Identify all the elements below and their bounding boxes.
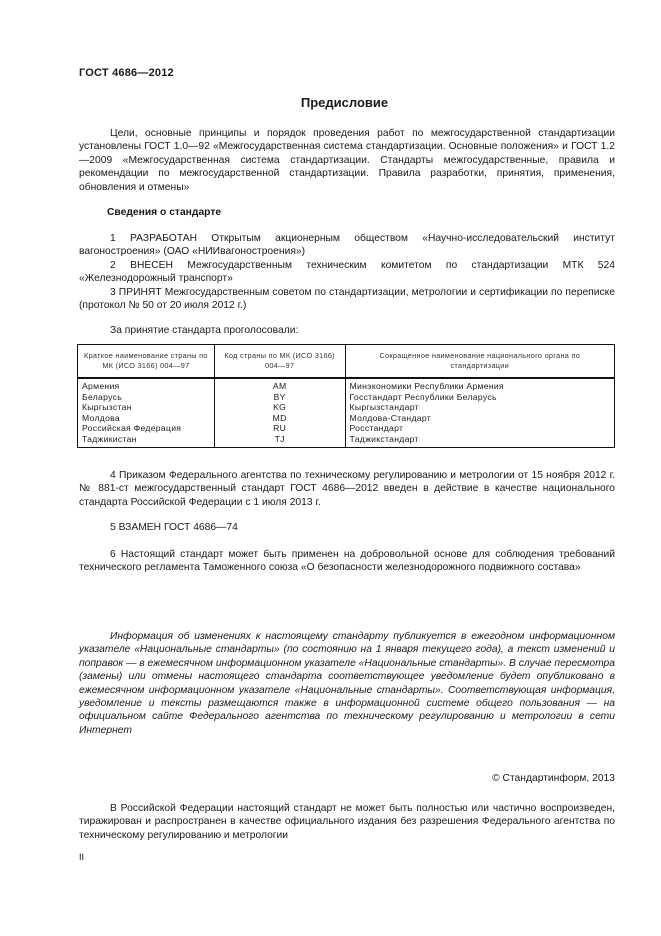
body-cell: Росстандарт (345, 423, 614, 434)
vote-intro: За принятие стандарта проголосовали: (110, 325, 299, 336)
country-cell: Российская Федерация (78, 423, 215, 434)
body-cell: Госстандарт Республики Беларусь (345, 392, 614, 403)
country-cell: Армения (78, 378, 215, 392)
page-title: Предисловие (300, 95, 389, 110)
country-cell: Кыргызстан (78, 402, 215, 413)
item-4: 4 Приказом Федерального агентства по техническому регулированию и метрологии от 15 ноября 2012 г. № 881-ст межгосударственный стандарт ГОСТ 4686—2012 введен в действие в качестве национального стандарта Российской Федерации с 1 июля 2013 г. (79, 470, 615, 508)
table-row (78, 402, 615, 413)
country-cell: Таджикистан (78, 434, 215, 447)
body-cell: Кыргызстандарт (345, 402, 614, 413)
body-cell: Таджикстандарт (345, 434, 614, 447)
item-2: 2 ВНЕСЕН Межгосударственным техническим комитетом по стандартизации МТК 524 «Железнодорожный транспорт» (79, 260, 615, 285)
voting-countries-table (77, 344, 615, 448)
table-row (78, 392, 615, 403)
table-row (78, 423, 615, 434)
code-cell: RU (214, 423, 345, 434)
table-row (78, 413, 615, 424)
copyright-notice: © Стандартинформ, 2013 (492, 773, 615, 784)
body-cell: Молдова-Стандарт (345, 413, 614, 424)
item-5: 5 ВЗАМЕН ГОСТ 4686—74 (110, 522, 238, 533)
code-cell: MD (214, 413, 345, 424)
table-row (78, 378, 615, 392)
code-cell: BY (214, 392, 345, 403)
column-header-code: Код страны по МК (ИСО 3166) 004—97 (214, 345, 345, 379)
intro-paragraph: Цели, основные принципы и порядок проведения работ по межгосударственной стандартизации установлены ГОСТ 1.0—92 «Межгосударственная система стандартизации. Основные положения» и ГОСТ 1.2—2009 «Межгосударственная система стандартизации. Стандарты межгосударственные, правила и рекомендации по межгосударственной стандартизации. Правила разработки, принятия, применения, обновления и отмены» (79, 128, 615, 193)
country-cell: Молдова (78, 413, 215, 424)
document-id-header: ГОСТ 4686—2012 (79, 67, 174, 79)
country-cell: Беларусь (78, 392, 215, 403)
item-3: 3 ПРИНЯТ Межгосударственным советом по стандартизации, метрологии и сертификации по переписке (протокол № 50 от 20 июля 2012 г.) (79, 287, 615, 312)
column-header-body: Сокращенное наименование национального органа по стандартизации (345, 345, 614, 379)
column-header-country: Краткое наименование страны по МК (ИСО 3166) 004—97 (78, 345, 215, 379)
code-cell: TJ (214, 434, 345, 447)
code-cell: KG (214, 402, 345, 413)
reproduction-notice: В Российской Федерации настоящий стандарт не может быть полностью или частично воспроизведен, тиражирован и распространен в качестве официального издания без разрешения Федерального агентства по техническому регулированию и метрологии (79, 803, 615, 841)
code-cell: AM (214, 378, 345, 392)
item-6: 6 Настоящий стандарт может быть применен на добровольной основе для соблюдения требований технического регламента Таможенного союза «О безопасности железнодорожного подвижного состава» (79, 549, 615, 574)
body-cell: Минэкономики Республики Армения (345, 378, 614, 392)
changes-info-notice: Информация об изменениях к настоящему стандарту публикуется в ежегодном информационном указателе «Национальные стандарты» (по состоянию на 1 января текущего года), а текст изменений и поправок — в ежемесячном информационном указателе «Национальные стандарты». В случае пересмотра (замены) или отмены настоящего стандарта соответствующее уведомление будет опубликовано в ежемесячном информационном указателе «Национальные стандарты». Соответствующая информация, уведомление и тексты размещаются также в информационной системе общего пользования — на официальном сайте Федерального агентства по техническому регулированию и метрологии в сети Интернет (79, 631, 615, 736)
table-header-row (78, 345, 615, 379)
item-1: 1 РАЗРАБОТАН Открытым акционерным обществом «Научно-исследовательский институт вагоностроения» (ОАО «НИИвагоностроения») (79, 233, 615, 258)
section-title: Сведения о стандарте (107, 207, 222, 218)
table-row (78, 434, 615, 447)
page-number: II (79, 852, 85, 862)
